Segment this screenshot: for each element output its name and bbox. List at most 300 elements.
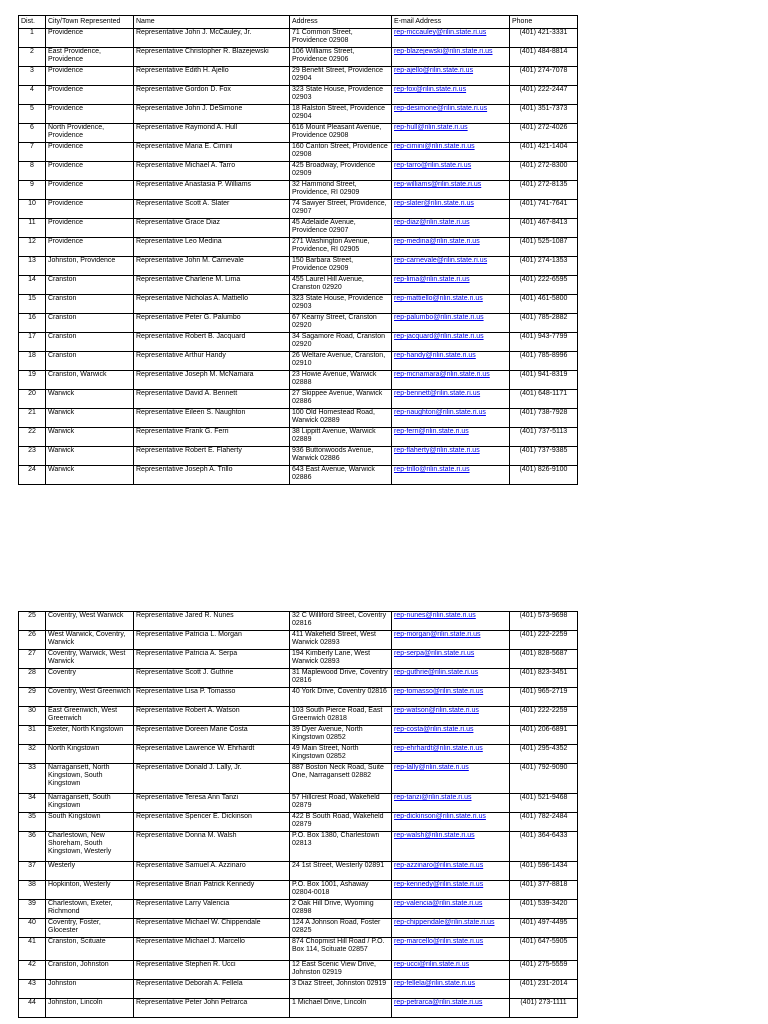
city-cell: Providence (46, 219, 134, 238)
phone-cell: (401) 222-2259 (510, 631, 578, 650)
phone-cell: (401) 461-5800 (510, 295, 578, 314)
email-link[interactable]: rep-tomasso@rilin.state.ri.us (394, 688, 484, 695)
email-link[interactable]: rep-nunes@rilin.state.ri.us (394, 612, 476, 619)
address-cell: 124 A Johnson Road, Foster 02825 (290, 919, 392, 938)
email-link[interactable]: rep-tanzi@rilin.state.ri.us (394, 794, 472, 801)
phone-cell: (401) 206-6891 (510, 726, 578, 745)
email-cell (392, 726, 510, 745)
name-cell: Representative Eileen S. Naughton (134, 409, 290, 428)
district-cell: 35 (19, 813, 46, 832)
email-link[interactable]: rep-medina@rilin.state.ri.us (394, 238, 480, 245)
district-cell: 32 (19, 745, 46, 764)
district-cell: 43 (19, 980, 46, 999)
city-cell: Warwick (46, 447, 134, 466)
name-cell: Representative Deborah A. Fellela (134, 980, 290, 999)
email-link[interactable]: rep-williams@rilin.state.ri.us (394, 181, 482, 188)
name-cell: Representative Maria E. Cimini (134, 143, 290, 162)
table-row (19, 938, 578, 961)
email-cell (392, 409, 510, 428)
district-cell: 29 (19, 688, 46, 707)
email-cell (392, 612, 510, 631)
roster-table-1 (18, 15, 578, 485)
city-cell: Providence (46, 162, 134, 181)
email-link[interactable]: rep-trillo@rilin.state.ri.us (394, 466, 470, 473)
district-cell: 19 (19, 371, 46, 390)
table-row (19, 238, 578, 257)
table-row (19, 669, 578, 688)
address-cell: 422 B South Road, Wakefield 02879 (290, 813, 392, 832)
district-cell: 33 (19, 764, 46, 794)
district-cell: 42 (19, 961, 46, 980)
email-cell (392, 333, 510, 352)
name-cell: Representative Christopher R. Blazejewski (134, 48, 290, 67)
city-cell: Providence (46, 29, 134, 48)
city-cell: Cranston (46, 333, 134, 352)
name-cell: Representative Donald J. Lally, Jr. (134, 764, 290, 794)
email-cell (392, 980, 510, 999)
email-cell (392, 219, 510, 238)
city-cell: Providence (46, 200, 134, 219)
table-row (19, 219, 578, 238)
name-cell: Representative Gordon D. Fox (134, 86, 290, 105)
phone-cell: (401) 421-1404 (510, 143, 578, 162)
email-link[interactable]: rep-ajello@rilin.state.ri.us (394, 67, 474, 74)
district-cell: 4 (19, 86, 46, 105)
table-row (19, 428, 578, 447)
table-row (19, 257, 578, 276)
city-cell: Cranston (46, 314, 134, 333)
roster-body-2 (19, 612, 578, 1018)
phone-cell: (401) 272-8300 (510, 162, 578, 181)
email-link[interactable]: rep-watson@rilin.state.ri.us (394, 707, 479, 714)
email-cell (392, 295, 510, 314)
address-cell: 455 Laurel Hill Avenue, Cranston 02920 (290, 276, 392, 295)
email-cell (392, 200, 510, 219)
table-row (19, 900, 578, 919)
district-cell: 1 (19, 29, 46, 48)
name-cell: Representative Robert E. Flaherty (134, 447, 290, 466)
table-row (19, 143, 578, 162)
name-cell: Representative Grace Diaz (134, 219, 290, 238)
city-cell: Johnston, Lincoln (46, 999, 134, 1018)
table-row (19, 333, 578, 352)
table-row (19, 67, 578, 86)
table-row (19, 409, 578, 428)
district-cell: 24 (19, 466, 46, 485)
phone-cell: (401) 737-9385 (510, 447, 578, 466)
name-cell: Representative Doreen Marie Costa (134, 726, 290, 745)
email-link[interactable]: rep-fox@rilin.state.ri.us (394, 86, 467, 93)
table-row (19, 612, 578, 631)
email-link[interactable]: rep-kennedy@rilin.state.ri.us (394, 881, 484, 888)
name-cell: Representative Robert A. Watson (134, 707, 290, 726)
city-cell: Narragansett, South Kingstown (46, 794, 134, 813)
phone-cell: (401) 539-3420 (510, 900, 578, 919)
district-cell: 23 (19, 447, 46, 466)
email-cell (392, 707, 510, 726)
email-link[interactable]: rep-naughton@rilin.state.ri.us (394, 409, 486, 416)
city-cell: North Kingstown (46, 745, 134, 764)
city-cell: East Providence, Providence (46, 48, 134, 67)
email-cell (392, 162, 510, 181)
email-link[interactable]: rep-fellela@rilin.state.ri.us (394, 980, 476, 987)
phone-cell: (401) 741-7641 (510, 200, 578, 219)
table-row (19, 961, 578, 980)
address-cell: 29 Benefit Street, Providence 02904 (290, 67, 392, 86)
city-cell: South Kingstown (46, 813, 134, 832)
email-cell (392, 832, 510, 862)
email-cell (392, 105, 510, 124)
address-cell: 150 Barbara Street, Providence 02909 (290, 257, 392, 276)
email-cell (392, 466, 510, 485)
email-cell (392, 124, 510, 143)
table-row (19, 726, 578, 745)
name-cell: Representative Patricia L. Morgan (134, 631, 290, 650)
city-cell: Exeter, North Kingstown (46, 726, 134, 745)
district-cell: 34 (19, 794, 46, 813)
address-cell: 31 Maplewood Drive, Coventry 02816 (290, 669, 392, 688)
name-cell: Representative Brian Patrick Kennedy (134, 881, 290, 900)
district-cell: 13 (19, 257, 46, 276)
header-phone: Phone (510, 16, 578, 29)
district-cell: 20 (19, 390, 46, 409)
phone-cell: (401) 377-8818 (510, 881, 578, 900)
city-cell: Charlestown, New Shoreham, South Kingstown, Westerly (46, 832, 134, 862)
city-cell: Cranston, Scituate (46, 938, 134, 961)
name-cell: Representative Peter John Petrarca (134, 999, 290, 1018)
name-cell: Representative Stephen R. Ucci (134, 961, 290, 980)
email-link[interactable]: rep-azzinaro@rilin.state.ri.us (394, 862, 484, 869)
name-cell: Representative David A. Bennett (134, 390, 290, 409)
phone-cell: (401) 647-5905 (510, 938, 578, 961)
address-cell: 271 Washington Avenue, Providence, RI 02905 (290, 238, 392, 257)
header-name: Name (134, 16, 290, 29)
address-cell: 194 Kimberly Lane, West Warwick 02893 (290, 650, 392, 669)
phone-cell: (401) 792-9090 (510, 764, 578, 794)
city-cell: Providence (46, 105, 134, 124)
district-cell: 18 (19, 352, 46, 371)
header-row (19, 16, 578, 29)
table-row (19, 881, 578, 900)
email-link[interactable]: rep-flaherty@rilin.state.ri.us (394, 447, 480, 454)
address-cell: 26 Weltare Avenue, Cranston, 02910 (290, 352, 392, 371)
address-cell: 887 Boston Neck Road, Suite One, Narragansett 02882 (290, 764, 392, 794)
table-row (19, 181, 578, 200)
city-cell: Cranston (46, 276, 134, 295)
table-row (19, 124, 578, 143)
email-cell (392, 428, 510, 447)
table-row (19, 295, 578, 314)
email-link[interactable]: rep-mattiello@rilin.state.ri.us (394, 295, 483, 302)
roster-table-2 (18, 611, 578, 1018)
name-cell: Representative Joseph A. Trillo (134, 466, 290, 485)
address-cell: 425 Broadway, Providence 02909 (290, 162, 392, 181)
city-cell: Coventry, West Greenwich (46, 688, 134, 707)
district-cell: 3 (19, 67, 46, 86)
roster-body-1 (19, 29, 578, 485)
email-link[interactable]: rep-petrarca@rilin.state.ri.us (394, 999, 483, 1006)
email-cell (392, 900, 510, 919)
name-cell: Representative Frank G. Ferri (134, 428, 290, 447)
email-cell (392, 794, 510, 813)
phone-cell: (401) 965-2719 (510, 688, 578, 707)
email-link[interactable]: rep-lally@rilin.state.ri.us (394, 764, 469, 771)
phone-cell: (401) 231-2014 (510, 980, 578, 999)
email-cell (392, 314, 510, 333)
address-cell: 24 1st Street, Westerly 02891 (290, 862, 392, 881)
district-cell: 41 (19, 938, 46, 961)
city-cell: Warwick (46, 409, 134, 428)
address-cell: 57 Hillcrest Road, Wakefield 02879 (290, 794, 392, 813)
name-cell: Representative Charlene M. Lima (134, 276, 290, 295)
name-cell: Representative Michael W. Chippendale (134, 919, 290, 938)
name-cell: Representative Lawrence W. Ehrhardt (134, 745, 290, 764)
phone-cell: (401) 823-3451 (510, 669, 578, 688)
phone-cell: (401) 274-7078 (510, 67, 578, 86)
address-cell: 74 Sawyer Street, Providence, 02907 (290, 200, 392, 219)
address-cell: 1 Michael Drive, Lincoln (290, 999, 392, 1018)
address-cell: 323 State House, Providence 02903 (290, 295, 392, 314)
name-cell: Representative Peter G. Palumbo (134, 314, 290, 333)
table-row (19, 764, 578, 794)
email-link[interactable]: rep-cimini@rilin.state.ri.us (394, 143, 475, 150)
email-link[interactable]: rep-handy@rilin.state.ri.us (394, 352, 476, 359)
name-cell: Representative John M. Carnevale (134, 257, 290, 276)
district-cell: 28 (19, 669, 46, 688)
address-cell: 45 Adelaide Avenue, Providence 02907 (290, 219, 392, 238)
email-link[interactable]: rep-dickinson@rilin.state.ri.us (394, 813, 486, 820)
email-link[interactable]: rep-diaz@rilin.state.ri.us (394, 219, 470, 226)
email-cell (392, 371, 510, 390)
name-cell: Representative Samuel A. Azzinaro (134, 862, 290, 881)
address-cell: 160 Canton Street, Providence 02908 (290, 143, 392, 162)
email-link[interactable]: rep-slater@rilin.state.ri.us (394, 200, 474, 207)
district-cell: 31 (19, 726, 46, 745)
email-link[interactable]: rep-marcello@rilin.state.ri.us (394, 938, 484, 945)
table-row (19, 86, 578, 105)
table-row (19, 794, 578, 813)
phone-cell: (401) 274-1353 (510, 257, 578, 276)
email-cell (392, 688, 510, 707)
city-cell: Charlestown, Exeter, Richmond (46, 900, 134, 919)
address-cell: 32 C Williford Street, Coventry 02816 (290, 612, 392, 631)
phone-cell: (401) 272-4026 (510, 124, 578, 143)
phone-cell: (401) 826-9100 (510, 466, 578, 485)
email-link[interactable]: rep-desimone@rilin.state.ri.us (394, 105, 488, 112)
header-district: Dist. (19, 16, 46, 29)
email-cell (392, 813, 510, 832)
email-link[interactable]: rep-valencia@rilin.state.ri.us (394, 900, 483, 907)
table-row (19, 919, 578, 938)
district-cell: 7 (19, 143, 46, 162)
email-cell (392, 48, 510, 67)
email-link[interactable]: rep-guthrie@rilin.state.ri.us (394, 669, 479, 676)
district-cell: 6 (19, 124, 46, 143)
address-cell: 32 Hammond Street, Providence, RI 02909 (290, 181, 392, 200)
phone-cell: (401) 785-8996 (510, 352, 578, 371)
email-cell (392, 881, 510, 900)
address-cell: 874 Chopmist Hill Road / P.O. Box 114, Scituate 02857 (290, 938, 392, 961)
email-cell (392, 447, 510, 466)
district-cell: 39 (19, 900, 46, 919)
table-row (19, 745, 578, 764)
email-link[interactable]: rep-hull@rilin.state.ri.us (394, 124, 468, 131)
email-link[interactable]: rep-tarro@rilin.state.ri.us (394, 162, 472, 169)
address-cell: 2 Oak Hill Drive, Wyoming 02898 (290, 900, 392, 919)
district-cell: 5 (19, 105, 46, 124)
phone-cell: (401) 943-7799 (510, 333, 578, 352)
email-link[interactable]: rep-mccauley@rilin.state.ri.us (394, 29, 487, 36)
address-cell: 49 Main Street, North Kingstown 02852 (290, 745, 392, 764)
phone-cell: (401) 525-1087 (510, 238, 578, 257)
district-cell: 8 (19, 162, 46, 181)
phone-cell: (401) 275-5559 (510, 961, 578, 980)
name-cell: Representative John J. McCauley, Jr. (134, 29, 290, 48)
city-cell: Cranston (46, 295, 134, 314)
city-cell: East Greenwich, West Greenwich (46, 707, 134, 726)
table-row (19, 29, 578, 48)
email-cell (392, 764, 510, 794)
city-cell: Narragansett, North Kingstown, South Kingstown (46, 764, 134, 794)
email-cell (392, 961, 510, 980)
name-cell: Representative Patricia A. Serpa (134, 650, 290, 669)
address-cell: 39 Dyer Avenue, North Kingstown 02852 (290, 726, 392, 745)
phone-cell: (401) 738-7928 (510, 409, 578, 428)
district-cell: 11 (19, 219, 46, 238)
district-cell: 21 (19, 409, 46, 428)
email-link[interactable]: rep-costa@rilin.state.ri.us (394, 726, 474, 733)
email-cell (392, 86, 510, 105)
email-cell (392, 257, 510, 276)
city-cell: Coventry, Foster, Glocester (46, 919, 134, 938)
table-row (19, 999, 578, 1018)
email-link[interactable]: rep-palumbo@rilin.state.ri.us (394, 314, 484, 321)
address-cell: 106 Williams Street, Providence 02906 (290, 48, 392, 67)
table-row (19, 813, 578, 832)
name-cell: Representative Donna M. Walsh (134, 832, 290, 862)
address-cell: 616 Mount Pleasant Avenue, Providence 02908 (290, 124, 392, 143)
table-row (19, 314, 578, 333)
phone-cell: (401) 782-2484 (510, 813, 578, 832)
email-link[interactable]: rep-jacquard@rilin.state.ri.us (394, 333, 484, 340)
header-address: Address (290, 16, 392, 29)
address-cell: 18 Ralston Street, Providence 02904 (290, 105, 392, 124)
email-link[interactable]: rep-serpa@rilin.state.ri.us (394, 650, 475, 657)
email-link[interactable]: rep-lima@rilin.state.ri.us (394, 276, 470, 283)
email-link[interactable]: rep-ehrhardt@rilin.state.ri.us (394, 745, 483, 752)
city-cell: Johnston, Providence (46, 257, 134, 276)
address-cell: 643 East Avenue, Warwick 02886 (290, 466, 392, 485)
table-row (19, 447, 578, 466)
email-cell (392, 238, 510, 257)
email-link[interactable]: rep-bennett@rilin.state.ri.us (394, 390, 481, 397)
district-cell: 17 (19, 333, 46, 352)
city-cell: Warwick (46, 466, 134, 485)
phone-cell: (401) 941-8319 (510, 371, 578, 390)
email-link[interactable]: rep-ucci@rilin.state.ri.us (394, 961, 470, 968)
phone-cell: (401) 273-1111 (510, 999, 578, 1018)
city-cell: West Warwick, Coventry, Warwick (46, 631, 134, 650)
email-link[interactable]: rep-walsh@rilin.state.ri.us (394, 832, 475, 839)
address-cell: 936 Buttonwoods Avenue, Warwick 02886 (290, 447, 392, 466)
email-cell (392, 650, 510, 669)
phone-cell: (401) 484-8814 (510, 48, 578, 67)
table-row (19, 371, 578, 390)
phone-cell: (401) 364-6433 (510, 832, 578, 862)
name-cell: Representative Scott J. Guthrie (134, 669, 290, 688)
address-cell: 411 Wakefield Street, West Warwick 02893 (290, 631, 392, 650)
email-cell (392, 669, 510, 688)
name-cell: Representative Larry Valencia (134, 900, 290, 919)
name-cell: Representative Spencer E. Dickinson (134, 813, 290, 832)
district-cell: 36 (19, 832, 46, 862)
email-link[interactable]: rep-morgan@rilin.state.ri.us (394, 631, 481, 638)
city-cell: Warwick (46, 390, 134, 409)
name-cell: Representative Arthur Handy (134, 352, 290, 371)
name-cell: Representative Lisa P. Tomasso (134, 688, 290, 707)
address-cell: 323 State House, Providence 02903 (290, 86, 392, 105)
phone-cell: (401) 648-1171 (510, 390, 578, 409)
email-link[interactable]: rep-carnevale@rilin.state.ri.us (394, 257, 488, 264)
phone-cell: (401) 222-2259 (510, 707, 578, 726)
district-cell: 14 (19, 276, 46, 295)
name-cell: Representative Jared R. Nunes (134, 612, 290, 631)
city-cell: Warwick (46, 428, 134, 447)
district-cell: 27 (19, 650, 46, 669)
name-cell: Representative John J. DeSimone (134, 105, 290, 124)
district-cell: 2 (19, 48, 46, 67)
district-cell: 16 (19, 314, 46, 333)
table-row (19, 48, 578, 67)
email-cell (392, 631, 510, 650)
name-cell: Representative Raymond A. Hull (134, 124, 290, 143)
phone-cell: (401) 421-3331 (510, 29, 578, 48)
city-cell: Cranston, Warwick (46, 371, 134, 390)
table-row (19, 162, 578, 181)
city-cell: Cranston (46, 352, 134, 371)
address-cell: 34 Sagamore Road, Cranston 02920 (290, 333, 392, 352)
name-cell: Representative Edith H. Ajello (134, 67, 290, 86)
district-cell: 37 (19, 862, 46, 881)
name-cell: Representative Michael A. Tarro (134, 162, 290, 181)
email-link[interactable]: rep-ferri@rilin.state.ri.us (394, 428, 469, 435)
phone-cell: (401) 737-5113 (510, 428, 578, 447)
address-cell: 67 Kearny Street, Cranston 02920 (290, 314, 392, 333)
email-link[interactable]: rep-blazejewski@rilin.state.ri.us (394, 48, 493, 55)
address-cell: 38 Lippitt Avenue, Warwick 02889 (290, 428, 392, 447)
email-cell (392, 181, 510, 200)
header-email: E-mail Address (392, 16, 510, 29)
table-row (19, 688, 578, 707)
phone-cell: (401) 467-8413 (510, 219, 578, 238)
email-link[interactable]: rep-mcnamara@rilin.state.ri.us (394, 371, 490, 378)
name-cell: Representative Leo Medina (134, 238, 290, 257)
name-cell: Representative Joseph M. McNamara (134, 371, 290, 390)
address-cell: 12 East Scenic View Drive, Johnston 02919 (290, 961, 392, 980)
city-cell: Coventry, Warwick, West Warwick (46, 650, 134, 669)
address-cell: 23 Howie Avenue, Warwick 02888 (290, 371, 392, 390)
email-cell (392, 999, 510, 1018)
table-row (19, 276, 578, 295)
address-cell: 40 York Drive, Coventry 02816 (290, 688, 392, 707)
phone-cell: (401) 596-1434 (510, 862, 578, 881)
city-cell: Coventry, West Warwick (46, 612, 134, 631)
phone-cell: (401) 573-9698 (510, 612, 578, 631)
district-cell: 25 (19, 612, 46, 631)
address-cell: P.O. Box 1001, Ashaway 02804-0018 (290, 881, 392, 900)
email-link[interactable]: rep-chippendale@rilin.state.ri.us (394, 919, 495, 926)
district-cell: 38 (19, 881, 46, 900)
